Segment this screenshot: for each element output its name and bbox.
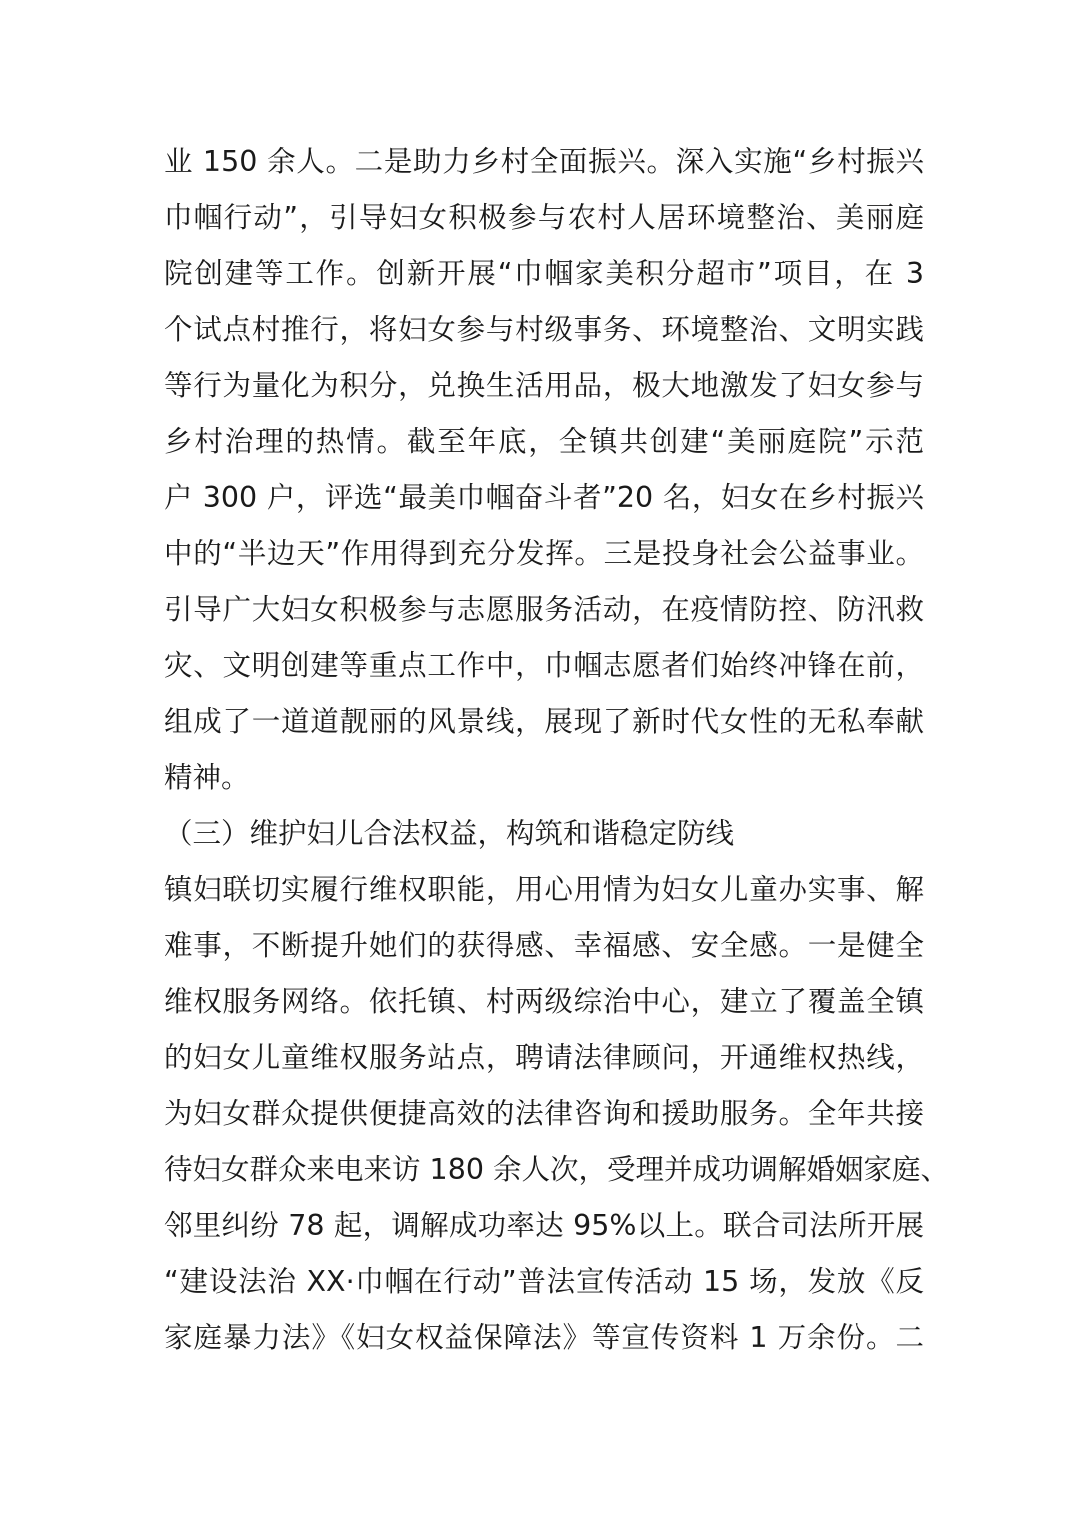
paragraph-line: 家庭暴力法》《妇女权益保障法》等宣传资料 1 万余份。二: [164, 1321, 924, 1354]
paragraph-line: 为妇女群众提供便捷高效的法律咨询和援助服务。全年共接: [164, 1097, 924, 1130]
paragraph-line: 巾帼行动”，引导妇女积极参与农村人居环境整治、美丽庭: [164, 201, 924, 234]
section-heading: （三）维护妇儿合法权益，构筑和谐稳定防线: [164, 817, 735, 850]
paragraph-line: 等行为量化为积分，兑换生活用品，极大地激发了妇女参与: [164, 369, 924, 402]
paragraph-line: 镇妇联切实履行维权职能，用心用情为妇女儿童办实事、解: [164, 873, 924, 906]
paragraph-line: 灾、文明创建等重点工作中，巾帼志愿者们始终冲锋在前，: [164, 649, 924, 682]
paragraph-line: 组成了一道道靓丽的风景线，展现了新时代女性的无私奉献: [164, 705, 924, 738]
paragraph-line: 维权服务网络。依托镇、村两级综治中心，建立了覆盖全镇: [164, 985, 924, 1018]
paragraph-line: 引导广大妇女积极参与志愿服务活动，在疫情防控、防汛救: [164, 593, 924, 626]
paragraph-line: 难事，不断提升她们的获得感、幸福感、安全感。一是健全: [164, 929, 924, 962]
paragraph-line: 个试点村推行，将妇女参与村级事务、环境整治、文明实践: [164, 313, 924, 346]
paragraph-line: “建设法治 XX·巾帼在行动”普法宣传活动 15 场，发放《反: [164, 1265, 924, 1298]
paragraph-line: 业 150 余人。二是助力乡村全面振兴。深入实施“乡村振兴: [164, 145, 924, 178]
paragraph-line: 的妇女儿童维权服务站点，聘请法律顾问，开通维权热线，: [164, 1041, 924, 1074]
paragraph-line: 精神。: [164, 761, 250, 794]
paragraph-line: 院创建等工作。创新开展“巾帼家美积分超市”项目，在 3: [164, 257, 924, 290]
paragraph-line: 邻里纠纷 78 起，调解成功率达 95%以上。联合司法所开展: [164, 1209, 924, 1242]
paragraph-line: 中的“半边天”作用得到充分发挥。三是投身社会公益事业。: [164, 537, 924, 570]
paragraph-line: 乡村治理的热情。截至年底，全镇共创建“美丽庭院”示范: [164, 425, 924, 458]
paragraph-line: 户 300 户，评选“最美巾帼奋斗者”20 名，妇女在乡村振兴: [164, 481, 924, 514]
paragraph-line: 待妇女群众来电来访 180 余人次，受理并成功调解婚姻家庭、: [164, 1153, 950, 1186]
